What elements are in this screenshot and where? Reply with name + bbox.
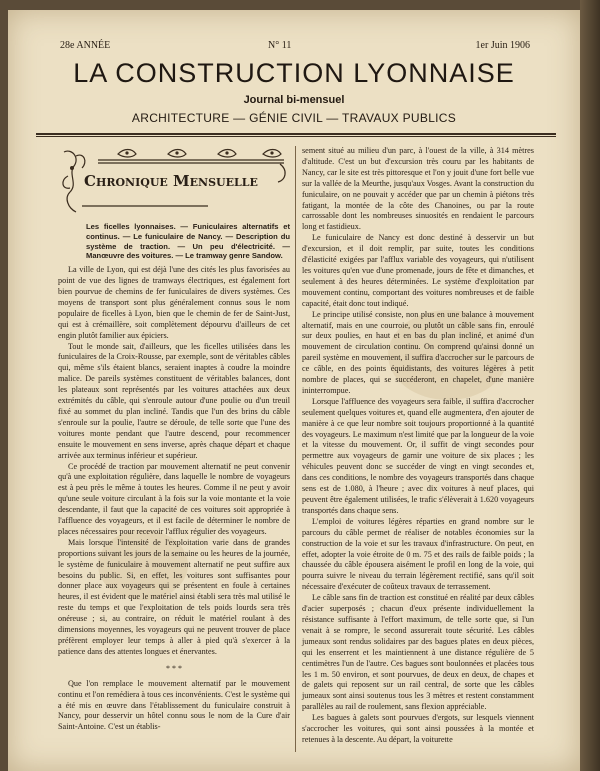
paragraph: Lorsque l'affluence des voyageurs sera faible, il suffira d'accrocher seulement quelques voitures et, quand elle augmentera, d'en ajouter de manière à ce que leur nombre soit toujours proportionné à la quantité des voyageurs. Le maximum n'est limité que par la longueur de la voie et la vitesse du mouvement. Or, il suffit de vingt secondes pour permettre aux voyageurs de garnir une voiture de six places ; les véhicules peuvent donc se succéder de vingt en vingt secondes et, dans ces conditions, le nombre des voyageurs transportés dans chaque sens est de 1.080, à l'heure ; avec dix voitures à neuf places, qui peuvent être également utilisées, le trafic s'élèverait à 1.620 voyageurs transportés dans chaque sens.: [302, 396, 534, 515]
masthead-rule: [36, 133, 556, 135]
paragraph: Le funiculaire de Nancy est donc destiné à desservir un but d'excursion, et il doit remplir, par suite, toutes les conditions d'élasticité exigées par l'afflux variable des voyageurs, qui n'utilisent les voitures qu'en vue d'une promenade, jours de fête et dimanches, et seulement à des heures déterminées. Le système d'exploitation par mouvement continu, comportant des voitures nombreuses et de faible capacité, était donc tout indiqué.: [302, 233, 534, 308]
paragraph: Les bagues à galets sont pourvues d'ergots, sur lesquels viennent s'accrocher les voitures, qui sont ainsi poussées à la montée et retenues à la descente. Au départ, la voiturette: [302, 713, 534, 744]
paragraph: L'emploi de voitures légères réparties en grand nombre sur le parcours du câble permet de réaliser de notables économies sur la construction de la voie et sur les travaux d'infrastructure. On peut, en effet, adopter la voie étroite de 0 m. 75 et des rails de faible poids ; la chaussée du câble épousera aisément le profil en long de la voie, qui pourra suivre le niveau du terrain légèrement rectifié, sans qu'il soit nécessaire d'exécuter de coûteux travaux de terrassement.: [302, 516, 534, 592]
paragraph: Que l'on remplace le mouvement alternatif par le mouvement continu et l'on remédiera à tous ces inconvénients. C'est le système qui a été mis en œuvre dans l'établissement du funiculaire construit à Nancy, pour desservir un hôtel connu sous le nom de la Cure d'air Saint-Antoine. C'est un établis-: [58, 678, 290, 732]
paragraph: La ville de Lyon, qui est déjà l'une des cités les plus favorisées au point de vue des lignes de tramways électriques, est également fort bien pourvue de chemins de fer funiculaires de divers systèmes. Ces moyens de transport sont plus généralement connus sous le nom populaire de ficelles à Lyon, bien que le chemin de fer de Saint-Just, qui est à crémaillère, soit complètement dépourvu d'ailleurs de cet engin plutôt familier aux épiciers.: [58, 265, 290, 340]
newspaper-page: [8, 10, 580, 771]
paragraph: Ce procédé de traction par mouvement alternatif ne peut convenir qu'à une exploitation régulière, dans laquelle le nombre de voyageurs est à peu près le même à toutes les heures. Comme il ne peut y avoir qu'une seule voiture circulant à la fois sur la voie montante et la voie descendante, il faut que la capacité de ces voitures soit appropriée à l'affluence des voyageurs, et il est facile de déterminer le nombre de places nécessaires pour recevoir l'afflux régulier des voyageurs.: [58, 461, 290, 536]
book-spine: [580, 0, 600, 771]
right-column: [302, 146, 534, 746]
issue-date: 1er Juin 1906: [475, 40, 530, 51]
year-label: 28e ANNÉE: [60, 40, 111, 51]
journal-subtitle: Journal bi-mensuel: [243, 94, 345, 106]
masthead-rule: [36, 136, 556, 137]
article-summary: Les ficelles lyonnaises. — Funiculaires alternatifs et continus. — Le funiculaire de Nancy. — Description du système de traction. — Un peu d'électricité. — Manœuvre des voitures. — Le tramway genre Sandow.: [86, 222, 290, 261]
paragraph: sement situé au milieu d'un parc, à l'ouest de la ville, à 314 mètres d'altitude. C'est un but d'excursion très couru par les habitants de Nancy, car le site est très pittoresque et l'on y jouit d'une fort belle vue sur la vallée de la Meurthe, jusqu'aux Vosges. Avant la construction du funiculaire, on ne pouvait y accéder que par un chemin à piétons très fatigant, la montée de la côte des Chanoines, ou par la route carrossable dont les nombreuses sinuosités en rendaient le parcours long et fastidieux.: [302, 146, 534, 232]
paragraph: Tout le monde sait, d'ailleurs, que les ficelles utilisées dans les funiculaires de la Croix-Rousse, par exemple, sont de véritables câbles qui, même s'ils étaient blancs, seraient inaptes à coudre la moindre malice. De pareils systèmes constituent de véritables balances, dont les plateaux sont représentés par les voitures attachées aux deux extrémités du câble, qui s'enroule autour d'une poulie ou d'un treuil fixé au sommet du plan incliné. Tandis que l'un des brins du câble s'enroule sur la poulie, l'autre se déroule, de telle sorte que l'une des voitures monte pendant que l'autre descend, pour recommencer ensuite le mouvement en sens inverse, après chaque départ et chaque arrivée aux terminus inférieur et supérieur.: [58, 341, 290, 460]
paragraph: Le principe utilisé consiste, non plus en une balance à mouvement alternatif, mais en une courroie, ou plutôt un câble sans fin, enroulé sur deux poulies, en haut et en bas du plan incliné, et animé d'un mouvement de circulation continu. On comprend qu'ainsi donné un pareil système en mouvement, il suffira d'accrocher sur le parcours de ce câble, en des points équidistants, des voitures légères à petit nombre de places, qui se succéderont, en chapelet, d'une manière ininterrompue.: [302, 309, 534, 395]
paragraph: Le câble sans fin de traction est constitué en réalité par deux câbles d'acier superposés ; chacun d'eux présente individuellement la résistance suffisante à l'effort maximum, de telle sorte que, si l'un venait à se rompre, le second assurerait toute sécurité. Les câbles jumeaux sont rendus solidaires par des bagues plates en deux pièces, qui les enserrent et les maintiennent à une distance régulière de 5 centimètres l'un de l'autre. Ces bagues sont boulonnées et placées tous les 1 m. 50 environ, et sont pourvues, de deux en deux, de chapes et de galets qui reposent sur un rail central, de sorte que les câbles jumeaux sont ainsi soutenus tous les 3 mètres et restent constamment parallèles au rail de roulement, sans flexion appréciable.: [302, 593, 534, 712]
journal-sections: ARCHITECTURE — GÉNIE CIVIL — TRAVAUX PUBLICS: [131, 111, 457, 125]
left-column: [58, 146, 290, 733]
chronicle-title: Chronique Mensuelle: [84, 172, 258, 190]
column-divider: [295, 146, 296, 752]
issue-number: N° 11: [268, 40, 292, 51]
chronicle-heading: [58, 146, 290, 220]
paragraph: Mais lorsque l'intensité de l'exploitation varie dans de grandes proportions suivant les jours de la semaine ou les heures de la journée, le système de funiculaire à mouvement alternatif ne peut suffire aux besoins du public. Si, en effet, les voitures sont suffisantes pour donner place aux voyageurs qui se présentent en foule à certaines heures, il est évident que le matériel ainsi établi sera très mal utilisé le reste du temps et que l'exploitation de tels poids lourds sera très onéreuse ; si, au contraire, on réduit le matériel roulant à des dimensions moyennes, les voyageurs qui ne peuvent trouver de place préfèrent employer leur temps à aller à pied qu'à s'exercer à la patience dans des attentes longues et énervantes.: [58, 537, 290, 656]
section-separator: * * *: [166, 663, 182, 673]
journal-title: LA CONSTRUCTION LYONNAISE: [73, 58, 515, 88]
